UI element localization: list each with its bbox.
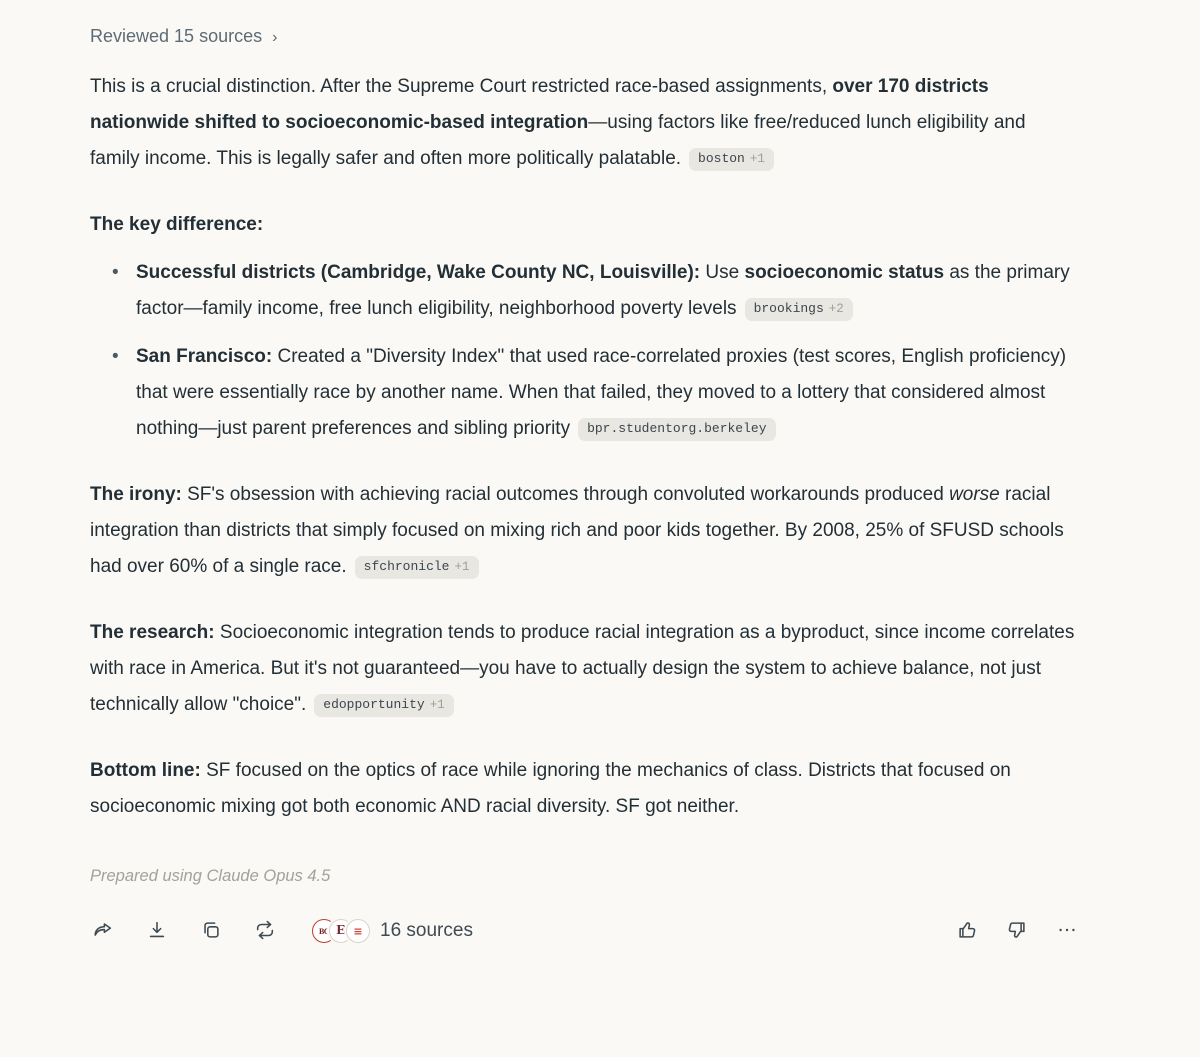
download-button[interactable] bbox=[144, 918, 170, 944]
text-segment: Successful districts (Cambridge, Wake County NC, Louisville): bbox=[136, 262, 701, 283]
text-segment: Created a "Diversity Index" that used race-correlated proxies (test scores, English proficiency) that were essentially race by another name. When that failed, they moved to a lottery that considered almost nothing—just parent preferences and sibling priority bbox=[136, 346, 1067, 439]
text-segment: The research: bbox=[90, 622, 215, 643]
paragraph bbox=[90, 753, 1080, 825]
source-badge-count: +1 bbox=[749, 152, 765, 166]
toolbar-left-group bbox=[90, 918, 473, 944]
thumbs-up-button[interactable] bbox=[954, 918, 980, 944]
text-segment: The key difference: bbox=[90, 214, 264, 235]
source-badge-count: +1 bbox=[429, 698, 445, 712]
sources-chip[interactable] bbox=[312, 919, 473, 943]
thumbs-down-icon bbox=[1006, 919, 1028, 944]
text-segment: socioeconomic status bbox=[744, 262, 945, 283]
source-favicon-3: ≡ bbox=[346, 919, 370, 943]
retry-button[interactable] bbox=[252, 918, 278, 944]
message-toolbar bbox=[90, 918, 1080, 944]
text-segment: Socioeconomic integration tends to produce racial integration as a byproduct, since income correlates with race in America. But it's not guaranteed—you have to actually design the system to achieve balance, not just technically allow "choice". bbox=[90, 622, 1075, 715]
copy-button[interactable] bbox=[198, 918, 224, 944]
retry-icon bbox=[254, 919, 276, 944]
share-button[interactable] bbox=[90, 918, 116, 944]
share-icon bbox=[92, 919, 114, 944]
source-favicon-1: BC bbox=[312, 919, 336, 943]
text-segment: —using factors like free/reduced lunch eligibility and family income. This is legally safer and often more politically palatable. bbox=[90, 112, 1026, 169]
source-badge[interactable] bbox=[314, 694, 453, 717]
ellipsis-icon bbox=[1056, 919, 1078, 944]
reviewed-sources-label: Reviewed 15 sources bbox=[90, 26, 263, 46]
list-item bbox=[112, 255, 1080, 327]
source-badge-name: bpr.studentorg.berkeley bbox=[587, 421, 767, 436]
thumbs-down-button[interactable] bbox=[1004, 918, 1030, 944]
response-content bbox=[90, 69, 1080, 825]
text-segment: worse bbox=[949, 484, 1000, 505]
paragraph bbox=[90, 69, 1080, 177]
chevron-right-icon: › bbox=[272, 28, 278, 46]
text-segment: racial integration than districts that simply focused on mixing rich and poor kids together. By 2008, 25% of SFUSD schools had over 60% of a single race. bbox=[90, 484, 1064, 577]
reviewed-sources-toggle[interactable] bbox=[90, 26, 277, 47]
source-badge[interactable] bbox=[578, 418, 775, 441]
text-segment: Use bbox=[700, 262, 745, 283]
source-badge-name: edopportunity bbox=[323, 697, 425, 712]
source-badge[interactable] bbox=[355, 556, 479, 579]
source-badge[interactable] bbox=[689, 148, 774, 171]
more-options-button[interactable] bbox=[1054, 918, 1080, 944]
paragraph bbox=[90, 477, 1080, 585]
thumbs-up-icon bbox=[956, 919, 978, 944]
source-badge-name: boston bbox=[698, 151, 745, 166]
text-segment: as the primary factor—family income, free lunch eligibility, neighborhood poverty levels bbox=[136, 262, 1070, 319]
source-badge[interactable] bbox=[745, 298, 853, 321]
source-favicon-2: E bbox=[329, 919, 353, 943]
bullet-list bbox=[90, 255, 1080, 447]
text-segment: The irony: bbox=[90, 484, 182, 505]
paragraph bbox=[90, 615, 1080, 723]
section-heading bbox=[90, 207, 1080, 243]
list-item bbox=[112, 339, 1080, 447]
text-segment: over 170 districts nationwide shifted to socioeconomic-based integration bbox=[90, 76, 989, 133]
sources-count-label: 16 sources bbox=[380, 920, 473, 941]
model-attribution-note: Prepared using Claude Opus 4.5 bbox=[90, 867, 331, 885]
text-segment: SF's obsession with achieving racial outcomes through convoluted workarounds produced bbox=[181, 484, 950, 505]
text-segment: San Francisco: bbox=[136, 346, 273, 367]
text-segment: SF focused on the optics of race while ignoring the mechanics of class. Districts that focused on socioeconomic mixing got both economic AND racial diversity. SF got neither. bbox=[90, 760, 1011, 817]
download-icon bbox=[146, 919, 168, 944]
source-badge-count: +1 bbox=[454, 560, 470, 574]
text-segment: Bottom line: bbox=[90, 760, 201, 781]
source-badge-count: +2 bbox=[828, 302, 844, 316]
source-favicons bbox=[312, 919, 370, 943]
text-segment: This is a crucial distinction. After the Supreme Court restricted race-based assignments, bbox=[90, 76, 833, 97]
source-badge-name: brookings bbox=[753, 301, 824, 316]
copy-icon bbox=[200, 919, 222, 944]
source-badge-name: sfchronicle bbox=[363, 559, 450, 574]
toolbar-right-group bbox=[954, 918, 1080, 944]
